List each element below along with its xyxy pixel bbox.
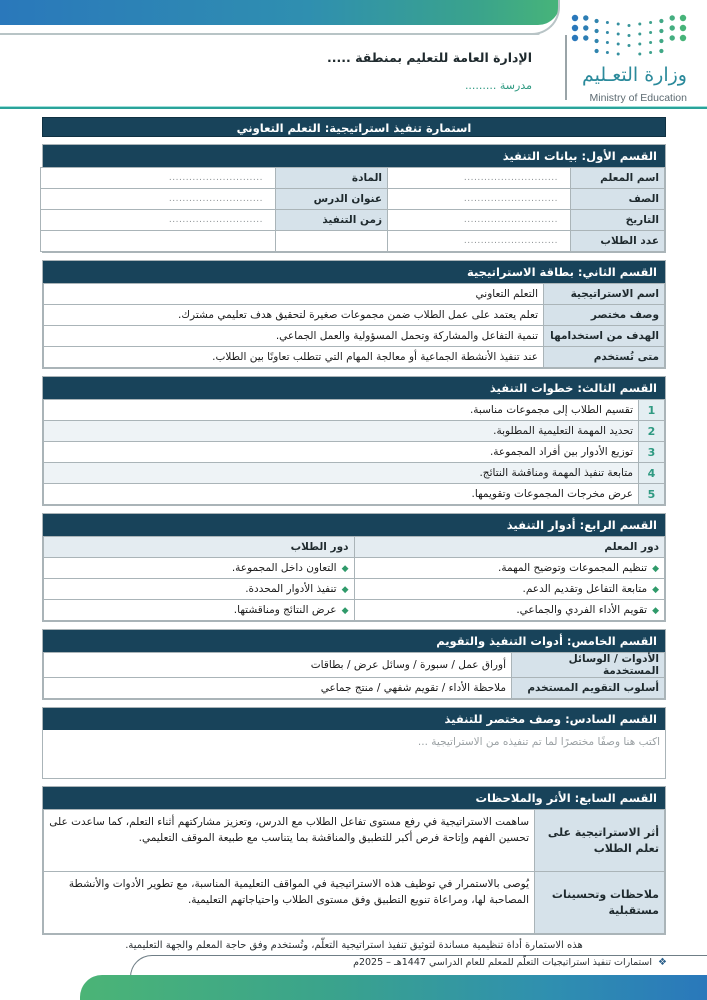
step-number: 1 <box>639 400 665 421</box>
logo-dot <box>659 49 663 53</box>
logo-dot <box>628 34 631 37</box>
description-textarea[interactable]: اكتب هنا وصفًا مختصرًا لما تم تنفيذه من الاستراتيجية ... <box>417 736 660 748</box>
table-row <box>44 810 665 872</box>
logo-dot <box>638 43 641 46</box>
section-strategy-card <box>42 260 666 369</box>
step-number: 3 <box>639 442 665 463</box>
logo-dot <box>628 24 631 27</box>
section-title: القسم الأول: بيانات التنفيذ <box>43 145 665 167</box>
teacher-role-item <box>354 579 665 600</box>
teacher-role-item <box>354 558 665 579</box>
section-title: القسم الخامس: أدوات التنفيذ والتقويم <box>43 630 665 652</box>
section-title: القسم السادس: وصف مختصر للتنفيذ <box>43 708 665 730</box>
logo-dot <box>606 21 609 24</box>
student-role-text: عرض النتائج ومناقشتها. <box>233 604 337 616</box>
step-text: تقسيم الطلاب إلى مجموعات مناسبة. <box>44 400 639 421</box>
strategy-field-value: تنمية التفاعل والمشاركة وتحمل المسؤولية والعمل الجماعي. <box>44 326 544 347</box>
field-value-input[interactable] <box>41 231 276 252</box>
table-row <box>44 347 665 368</box>
impact-field-label: أثر الاستراتيجية على تعلم الطلاب <box>535 810 665 872</box>
logo-dot <box>572 35 578 41</box>
logo-dot <box>670 35 675 40</box>
strategy-field-value: عند تنفيذ الأنشطة الجماعية أو معالجة المهام التي تتطلب تعاونًا بين الطلاب. <box>44 347 544 368</box>
logo-dot <box>649 21 652 24</box>
strategy-field-value: تعلم يعتمد على عمل الطلاب ضمن مجموعات صغيرة لتحقيق هدف تعليمي مشترك. <box>44 305 544 326</box>
footer-caption <box>353 957 667 968</box>
impact-field-label: ملاحظات وتحسينات مستقبلية <box>535 872 665 934</box>
logo-dot <box>659 19 663 23</box>
ministry-name-english: Ministry of Education <box>589 92 687 104</box>
table-row <box>44 678 665 699</box>
section-title: القسم الثاني: بطاقة الاستراتيجية <box>43 261 665 283</box>
table-row <box>44 653 665 678</box>
logo-dot <box>617 53 620 56</box>
diamond-bullet-icon: ◆ <box>341 585 349 595</box>
execution-data-table <box>40 167 665 252</box>
step-number: 5 <box>639 484 665 505</box>
header-separator <box>565 35 567 100</box>
field-value-input[interactable]: ............................ <box>41 189 276 210</box>
impact-notes-table <box>43 809 665 934</box>
logo-dot <box>680 35 686 41</box>
tools-evaluation-table <box>43 652 665 699</box>
logo-dot <box>659 39 663 43</box>
student-role-text: التعاون داخل المجموعة. <box>231 562 337 574</box>
diamond-bullet-icon: ◆ <box>341 564 349 574</box>
table-row <box>44 284 665 305</box>
field-label: زمن التنفيذ <box>276 210 388 231</box>
logo-dot <box>649 31 652 34</box>
logo-dot <box>617 23 620 26</box>
logo-dot <box>670 15 675 20</box>
logo-dot <box>583 25 588 30</box>
tools-field-value: ملاحظة الأداء / تقويم شفهي / منتج جماعي <box>44 678 512 699</box>
teacher-role-item <box>354 600 665 621</box>
field-value-input[interactable]: ............................ <box>388 210 571 231</box>
tools-field-label: الأدوات / الوسائل المستخدمة <box>512 653 665 678</box>
field-label: المادة <box>276 168 388 189</box>
header-bottom-line <box>0 106 707 109</box>
strategy-field-label: اسم الاستراتيجية <box>544 284 665 305</box>
tools-field-label: أسلوب التقويم المستخدم <box>512 678 665 699</box>
execution-steps-table <box>43 399 665 505</box>
teacher-role-text: متابعة التفاعل وتقديم الدعم. <box>522 583 648 595</box>
field-label: التاريخ <box>571 210 665 231</box>
logo-dot <box>606 31 609 34</box>
field-value-input[interactable]: ............................ <box>388 189 571 210</box>
form-note: هذه الاستمارة أداة تنظيمية مساندة لتوثيق تنفيذ استراتيجية التعلّم، وتُستخدم وفق حاجة المعلم والجهة التعليمية. <box>125 940 583 951</box>
step-text: عرض مخرجات المجموعات وتقويمها. <box>44 484 639 505</box>
logo-dot <box>606 51 609 54</box>
section-impact-notes <box>42 786 666 935</box>
header-curve-line <box>500 0 560 35</box>
field-value-input[interactable]: ............................ <box>388 231 571 252</box>
ministry-name-arabic: وزارة التعـليم <box>581 64 687 86</box>
section-brief-description <box>42 707 666 779</box>
step-row <box>44 484 665 505</box>
logo-dot <box>595 29 599 33</box>
student-role-text: تنفيذ الأدوار المحددة. <box>245 583 337 595</box>
section-title: القسم الرابع: أدوار التنفيذ <box>43 514 665 536</box>
section-title: القسم الثالث: خطوات التنفيذ <box>43 377 665 399</box>
field-value-input[interactable]: ............................ <box>388 168 571 189</box>
footer-diamond-icon: ❖ <box>658 957 667 968</box>
diamond-bullet-icon: ◆ <box>652 606 659 616</box>
logo-dot <box>638 33 641 36</box>
student-role-item <box>44 579 355 600</box>
logo-dot <box>583 35 588 40</box>
logo-dot <box>595 39 599 43</box>
diamond-bullet-icon: ◆ <box>652 585 659 595</box>
strategy-card-table <box>43 283 665 368</box>
impact-field-value: ساهمت الاستراتيجية في رفع مستوى تفاعل الطلاب مع الدرس، وتعزيز مشاركتهم أثناء التعلم، كما ساعدت على تحسين الفهم وإتاحة فرص أكبر للتطبيق والمناقشة بما يتناسب مع طبيعة الموقف التعليمي. <box>44 810 535 872</box>
step-row <box>44 421 665 442</box>
logo-dot <box>659 29 663 33</box>
step-row <box>44 400 665 421</box>
logo-dot <box>572 15 578 21</box>
logo-dot <box>638 53 641 56</box>
teacher-role-header: دور المعلم <box>354 537 665 558</box>
step-number: 2 <box>639 421 665 442</box>
roles-table <box>43 536 665 621</box>
section-title: القسم السابع: الأثر والملاحظات <box>43 787 665 809</box>
section-execution-steps <box>42 376 666 506</box>
impact-field-value: يُوصى بالاستمرار في توظيف هذه الاستراتيجية في المواقف التعليمية المناسبة، مع تطوير الأدوات والأنشطة المصاحبة لها، ومراعاة تنويع التطبيق وفق مستوى الطلاب واحتياجاتهم التعليمية. <box>44 872 535 934</box>
field-label: عدد الطلاب <box>571 231 665 252</box>
step-text: تحديد المهمة التعليمية المطلوبة. <box>44 421 639 442</box>
field-value-input[interactable]: ............................ <box>41 168 276 189</box>
logo-dot <box>617 33 620 36</box>
field-label: الصف <box>571 189 665 210</box>
table-row <box>41 189 665 210</box>
table-row <box>41 168 665 189</box>
ministry-logo <box>569 8 689 103</box>
role-row <box>44 579 665 600</box>
tools-field-value: أوراق عمل / سبورة / وسائل عرض / بطاقات <box>44 653 512 678</box>
logo-dot <box>638 23 641 26</box>
strategy-field-label: متى تُستخدم <box>544 347 665 368</box>
logo-dot <box>649 51 652 54</box>
step-text: توزيع الأدوار بين أفراد المجموعة. <box>44 442 639 463</box>
teacher-role-text: تنظيم المجموعات وتوضيح المهمة. <box>498 562 648 574</box>
header-divider-line <box>0 33 540 35</box>
teacher-role-text: تقويم الأداء الفردي والجماعي. <box>516 604 648 616</box>
field-label <box>276 231 388 252</box>
strategy-field-value: التعلم التعاوني <box>44 284 544 305</box>
logo-dot <box>649 41 652 44</box>
role-row <box>44 600 665 621</box>
table-row <box>44 326 665 347</box>
footer-gradient-band <box>80 975 707 1000</box>
logo-dot <box>583 15 588 20</box>
section-execution-roles <box>42 513 666 622</box>
step-text: متابعة تنفيذ المهمة ومناقشة النتائج. <box>44 463 639 484</box>
role-row <box>44 558 665 579</box>
strategy-field-label: الهدف من استخدامها <box>544 326 665 347</box>
table-row <box>41 210 665 231</box>
step-number: 4 <box>639 463 665 484</box>
logo-dot <box>595 49 599 53</box>
education-admin-title: الإدارة العامة للتعليم بمنطقة ..... <box>327 50 532 65</box>
footer-text: استمارات تنفيذ استراتيجيات التعلّم للمعلم للعام الدراسي 1447هـ – 2025م <box>353 957 653 968</box>
section-tools-evaluation <box>42 629 666 700</box>
student-role-header: دور الطلاب <box>44 537 355 558</box>
diamond-bullet-icon: ◆ <box>341 606 349 616</box>
step-row <box>44 463 665 484</box>
logo-dot <box>628 44 631 47</box>
field-value-input[interactable]: ............................ <box>41 210 276 231</box>
school-name: مدرسة ......... <box>464 79 532 92</box>
diamond-bullet-icon: ◆ <box>652 564 659 574</box>
student-role-item <box>44 600 355 621</box>
table-row <box>44 872 665 934</box>
logo-dot <box>572 25 578 31</box>
field-label: عنوان الدرس <box>276 189 388 210</box>
strategy-field-label: وصف مختصر <box>544 305 665 326</box>
logo-dot <box>606 41 609 44</box>
section-execution-data <box>42 144 666 253</box>
form-body <box>42 117 666 951</box>
header-gradient-band <box>0 0 560 25</box>
table-row <box>41 231 665 252</box>
student-role-item <box>44 558 355 579</box>
logo-dot <box>680 15 686 21</box>
ministry-dots-logo-icon <box>569 12 689 56</box>
table-row <box>44 305 665 326</box>
form-title: استمارة تنفيذ استراتيجية: التعلم التعاوني <box>42 117 666 137</box>
logo-dot <box>670 25 675 30</box>
logo-dot <box>680 25 686 31</box>
logo-dot <box>617 43 620 46</box>
logo-dot <box>595 19 599 23</box>
field-label: اسم المعلم <box>571 168 665 189</box>
step-row <box>44 442 665 463</box>
